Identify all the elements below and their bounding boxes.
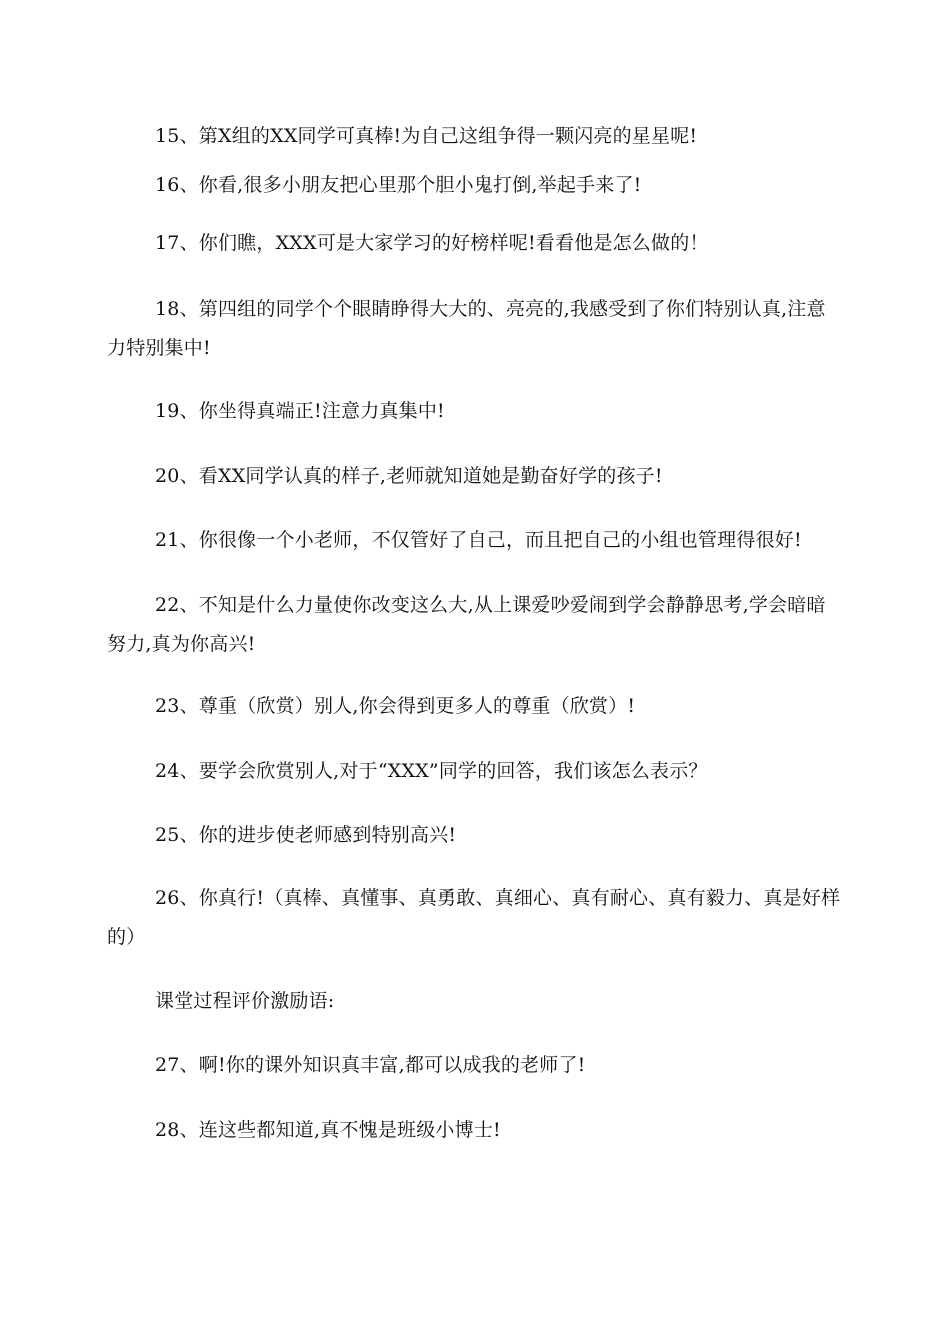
paragraph-24: 24、要学会欣赏别人,对于“XXX”同学的回答，我们该怎么表示？: [155, 760, 708, 782]
paragraph-20: 20、看XX同学认真的样子,老师就知道她是勤奋好学的孩子!: [155, 465, 663, 487]
paragraph-16: 16、你看,很多小朋友把心里那个胆小鬼打倒,举起手来了!: [155, 174, 642, 196]
paragraph-15: 15、第X组的XX同学可真棒!为自己这组争得一颗闪亮的星星呢!: [155, 125, 698, 147]
paragraph-22: 22、不知是什么力量使你改变这么大,从上课爱吵爱闹到学会静静思考,学会暗暗努力,真为你高兴!: [107, 594, 826, 655]
paragraph-21: 21、你很像一个小老师，不仅管好了自己，而且把自己的小组也管理得很好!: [155, 529, 802, 551]
paragraph-28: 28、连这些都知道,真不愧是班级小博士!: [155, 1119, 501, 1141]
paragraph-23: 23、尊重（欣赏）别人,你会得到更多人的尊重（欣赏）!: [155, 695, 636, 717]
paragraph-26: 26、你真行!（真棒、真懂事、真勇敢、真细心、真有耐心、真有毅力、真是好样的）: [107, 887, 841, 948]
paragraph-17: 17、你们瞧，XXX可是大家学习的好榜样呢!看看他是怎么做的！: [155, 232, 709, 254]
paragraph-19: 19、你坐得真端正!注意力真集中!: [155, 400, 445, 422]
section-heading: 课堂过程评价激励语:: [155, 990, 335, 1012]
paragraph-27: 27、啊!你的课外知识真丰富,都可以成我的老师了!: [155, 1054, 586, 1076]
paragraph-18: 18、第四组的同学个个眼睛睁得大大的、亮亮的,我感受到了你们特别认真,注意力特别集中!: [107, 298, 826, 359]
paragraph-25: 25、你的进步使老师感到特别高兴!: [155, 824, 457, 846]
